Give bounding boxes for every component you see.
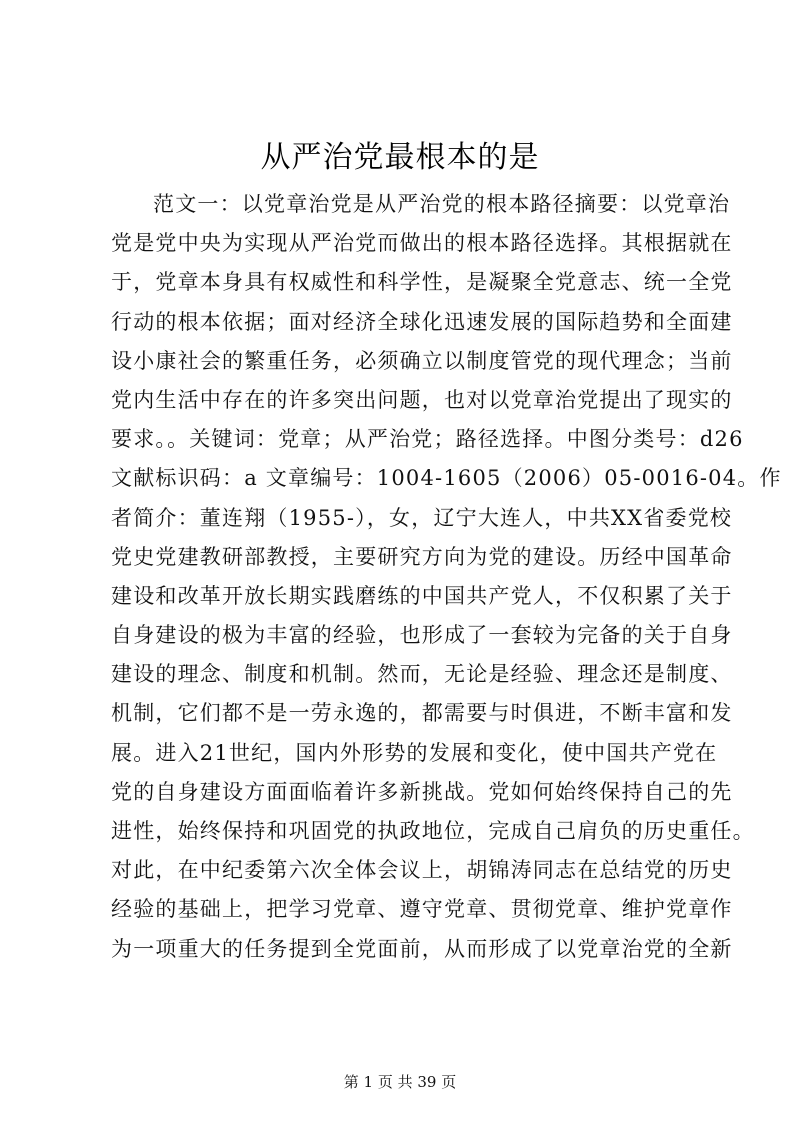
document-title: 从严治党最根本的是 [260,140,540,175]
text-line: 经验的基础上，把学习党章、遵守党章、贯彻党章、维护党章作 [111,897,733,922]
text-line: 建设的理念、制度和机制。然而，无论是经验、理念还是制度、 [111,662,733,687]
text-line: 范文一：以党章治党是从严治党的根本路径摘要：以党章治 [153,192,731,216]
text-line: 者简介：董连翔（1955-），女，辽宁大连人，中共XX省委党校 [111,505,733,530]
text-line: 建设和改革开放长期实践磨练的中国共产党人，不仅积累了关于 [111,583,733,608]
text-line: 于，党章本身具有权威性和科学性，是凝聚全党意志、统一全党 [111,270,733,295]
text-line: 党的自身建设方面面临着许多新挑战。党如何始终保持自己的先 [111,779,733,804]
text-line: 展。进入21世纪，国内外形势的发展和变化，使中国共产党在 [111,740,718,765]
text-line: 机制，它们都不是一劳永逸的，都需要与时俱进，不断丰富和发 [111,701,733,726]
text-line: 党内生活中存在的许多突出问题，也对以党章治党提出了现实的 [111,387,733,412]
text-line: 设小康社会的繁重任务，必须确立以制度管党的现代理念；当前 [111,348,733,373]
text-line: 对此，在中纪委第六次全体会议上，胡锦涛同志在总结党的历史 [111,858,733,883]
text-line: 党是党中央为实现从严治党而做出的根本路径选择。其根据就在 [111,231,733,256]
text-line: 进性，始终保持和巩固党的执政地位，完成自己肩负的历史重任。 [111,819,755,843]
body-text [111,185,782,969]
text-line: 行动的根本依据；面对经济全球化迅速发展的国际趋势和全面建 [111,309,733,334]
text-line: 为一项重大的任务提到全党面前，从而形成了以党章治党的全新 [111,936,733,961]
text-line: 党史党建教研部教授，主要研究方向为党的建设。历经中国革命 [111,544,733,569]
text-line: 要求。。关键词：党章；从严治党；路径选择。中图分类号：d26 [111,427,744,452]
text-line: 自身建设的极为丰富的经验，也形成了一套较为完备的关于自身 [111,623,733,648]
page-footer: 第 1 页 共 39 页 [343,1073,457,1091]
text-line: 文献标识码：a 文章编号：1004-1605（2006）05-0016-04。作 [111,466,782,491]
